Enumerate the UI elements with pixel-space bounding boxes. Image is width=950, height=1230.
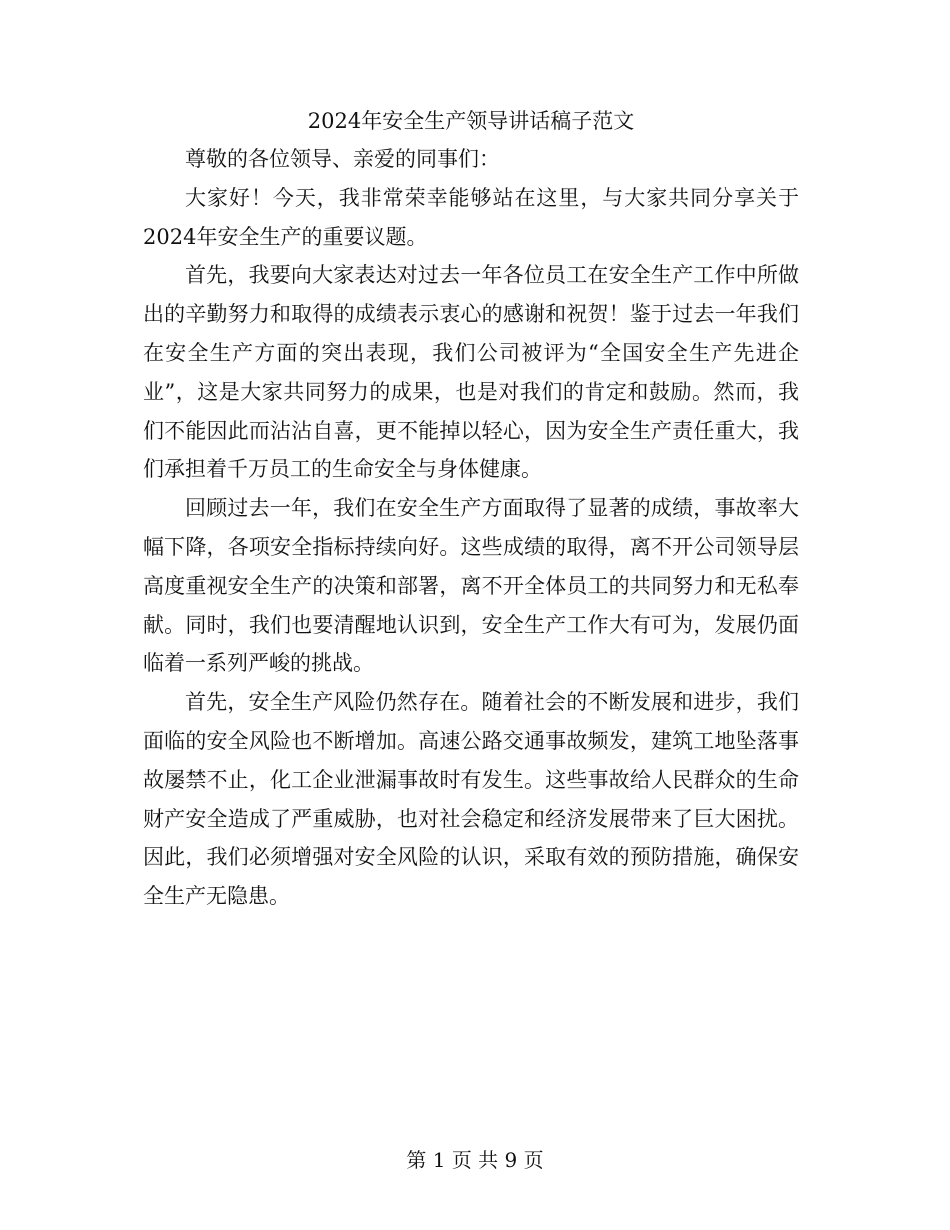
paragraph-review: 回顾过去一年，我们在安全生产方面取得了显著的成绩，事故率大幅下降，各项安全指标持续向好。这些成绩的取得，离不开公司领导层高度重视安全生产的决策和部署，离不开全体员工的共同努力和无私奉献。同时，我们也要清醒地认识到，安全生产工作大有可为，发展仍面临着一系列严峻的挑战。 (143, 496, 799, 676)
paragraph-salutation: 尊敬的各位领导、亲爱的同事们： (185, 147, 500, 171)
paragraph-thanks: 首先，我要向大家表达对过去一年各位员工在安全生产工作中所做出的辛勤努力和取得的成绩表示衷心的感谢和祝贺！鉴于过去一年我们在安全生产方面的突出表现，我们公司被评为“全国安全生产先进企业”，这是大家共同努力的成果，也是对我们的肯定和鼓励。然而，我们不能因此而沾沾自喜，更不能掉以轻心，因为安全生产责任重大，我们承担着千万员工的生命安全与身体健康。 (143, 263, 799, 482)
paragraph-risks: 首先，安全生产风险仍然存在。随着社会的不断发展和进步，我们面临的安全风险也不断增加。高速公路交通事故频发，建筑工地坠落事故屡禁不止，化工企业泄漏事故时有发生。这些事故给人民群众的生命财产安全造成了严重威胁，也对社会稳定和经济发展带来了巨大困扰。因此，我们必须增强对安全风险的认识，采取有效的预防措施，确保安全生产无隐患。 (143, 690, 799, 909)
paragraph-greeting: 大家好！今天，我非常荣幸能够站在这里，与大家共同分享关于2024年安全生产的重要议题。 (143, 185, 799, 249)
document-body (143, 102, 799, 916)
document-title: 2024年安全生产领导讲话稿子范文 (307, 109, 635, 133)
page-number-footer: 第 1 页 共 9 页 (406, 1148, 544, 1172)
